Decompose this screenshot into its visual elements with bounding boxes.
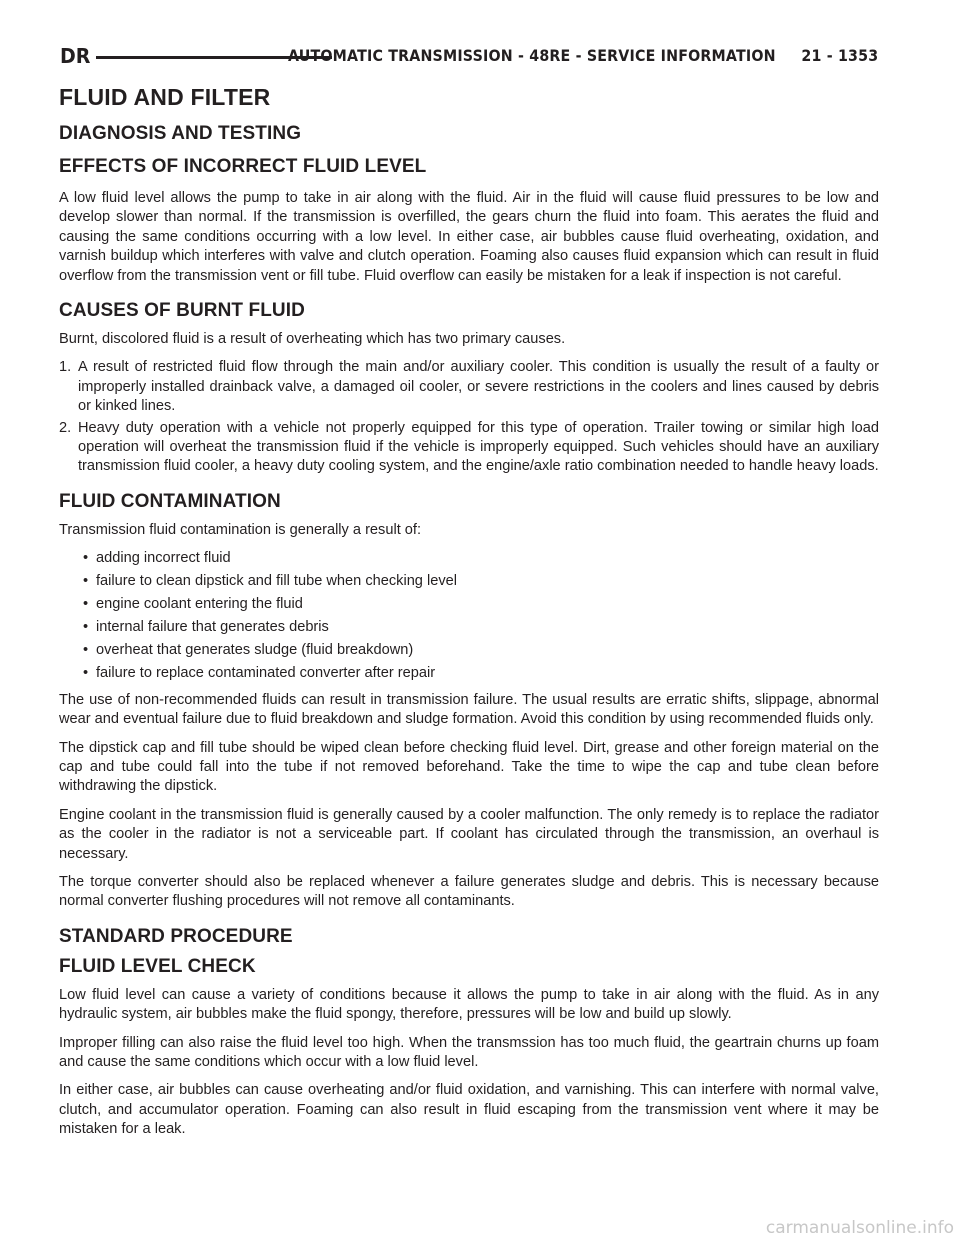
list-item-text: overheat that generates sludge (fluid breakdown) <box>96 642 414 659</box>
header-title: AUTOMATIC TRANSMISSION - 48RE - SERVICE INFORMATION 21 - 1353 <box>287 46 878 65</box>
page-title: FLUID AND FILTER <box>59 84 271 110</box>
list-item-text: internal failure that generates debris <box>96 619 329 636</box>
watermark: carmanualsonline.info <box>765 1218 954 1238</box>
effects-heading: EFFECTS OF INCORRECT FLUID LEVEL <box>59 156 427 177</box>
list-item <box>59 549 879 568</box>
levelcheck-heading: FLUID LEVEL CHECK <box>59 955 256 977</box>
list-item <box>59 641 879 660</box>
list-number: 2. <box>59 419 72 436</box>
burnt-causes-list <box>59 358 879 476</box>
list-item <box>59 595 879 614</box>
contamination-paragraph: The dipstick cap and fill tube should be wiped clean before checking fluid level. Dirt, grease and other foreign material on the cap and tube could fall into the tube if not removed beforehand. Take the time to wipe the cap and tube clean before withdrawing the dipstick. <box>59 739 879 795</box>
list-item-text: engine coolant entering the fluid <box>96 596 303 613</box>
list-item-text: A result of restricted fluid flow through the main and/or auxiliary cooler. This condition is usually the result of a faulty or improperly installed drainback valve, a damaged oil cooler, or severe restrictions in the coolers and lines caused by debris or kinked lines. <box>78 359 879 415</box>
bullet-icon: • <box>83 619 89 636</box>
burnt-intro: Burnt, discolored fluid is a result of overheating which has two primary causes. <box>59 331 566 348</box>
diagnosis-heading: DIAGNOSIS AND TESTING <box>59 123 302 144</box>
bullet-icon: • <box>83 665 89 682</box>
effects-paragraph: A low fluid level allows the pump to take in air along with the fluid. Air in the fluid will cause fluid pressures to be low and develop slower than normal. If the transmission is overfilled, the gears churn the fluid into foam. This aerates the fluid and causing the same conditions occurring with a low level. In either case, air bubbles cause fluid overheating, oxidation, and varnish buildup which interferes with valve and clutch operation. Foaming also causes fluid expansion which can result in fluid overflow from the transmission vent or fill tube. Fluid overflow can easily be mistaken for a leak if inspection is not careful. <box>59 190 879 284</box>
contamination-paragraph: The torque converter should also be replaced whenever a failure generates sludge and debris. This is necessary because normal converter flushing procedures will not remove all contaminants. <box>59 873 879 910</box>
levelcheck-paragraph: Low fluid level can cause a variety of conditions because it allows the pump to take in air along with the fluid. As in any hydraulic system, air bubbles make the fluid spongy, therefore, pressures will be low and build up slowly. <box>59 986 879 1023</box>
list-item-text: Heavy duty operation with a vehicle not properly equipped for this type of operation. Trailer towing or similar high load operation will overheat the transmission fluid if the vehicle is improperly equipped. Such vehicles should have an auxiliary transmission fluid cooler, a heavy duty cooling system, and the engine/axle ratio combination needed to handle heavy loads. <box>78 419 879 475</box>
list-item <box>59 618 879 637</box>
list-item-text: failure to replace contaminated converter after repair <box>96 665 436 682</box>
burnt-heading: CAUSES OF BURNT FLUID <box>59 300 305 322</box>
page-header <box>60 44 878 70</box>
contamination-heading: FLUID CONTAMINATION <box>59 490 281 512</box>
list-item <box>59 664 879 683</box>
list-number: 1. <box>59 359 72 376</box>
header-section-code: DR <box>60 44 91 68</box>
levelcheck-paragraph: Improper filling can also raise the fluid level too high. When the transmssion has too much fluid, the geartrain churns up foam and cause the same conditions which occur with a low fluid level. <box>59 1034 879 1070</box>
levelcheck-paragraph: In either case, air bubbles can cause overheating and/or fluid oxidation, and varnishing. This can interfere with normal valve, clutch, and accumulator operation. Foaming can also result in fluid escaping from the transmission vent where it may be mistaken for a leak. <box>59 1082 879 1138</box>
standard-heading: STANDARD PROCEDURE <box>59 925 293 947</box>
contamination-list <box>59 549 879 683</box>
list-item <box>59 358 879 416</box>
bullet-icon: • <box>83 596 89 613</box>
list-item <box>59 572 879 591</box>
bullet-icon: • <box>83 573 89 590</box>
contamination-intro: Transmission fluid contamination is generally a result of: <box>59 521 422 538</box>
list-item <box>59 419 879 477</box>
list-item-text: failure to clean dipstick and fill tube when checking level <box>96 573 457 590</box>
bullet-icon: • <box>83 642 89 659</box>
list-item-text: adding incorrect fluid <box>96 550 231 567</box>
bullet-icon: • <box>83 550 89 567</box>
contamination-paragraph: The use of non-recommended fluids can result in transmission failure. The usual results are erratic shifts, slippage, abnormal wear and eventual failure due to fluid breakdown and sludge formation. Avoid this condition by using recommended fluids only. <box>59 691 879 728</box>
contamination-paragraph: Engine coolant in the transmission fluid is generally caused by a cooler malfunction. The only remedy is to replace the radiator as the cooler in the radiator is not a serviceable part. If coolant has circulated through the transmission, an overhaul is necessary. <box>59 806 879 862</box>
document-body <box>59 84 879 1149</box>
